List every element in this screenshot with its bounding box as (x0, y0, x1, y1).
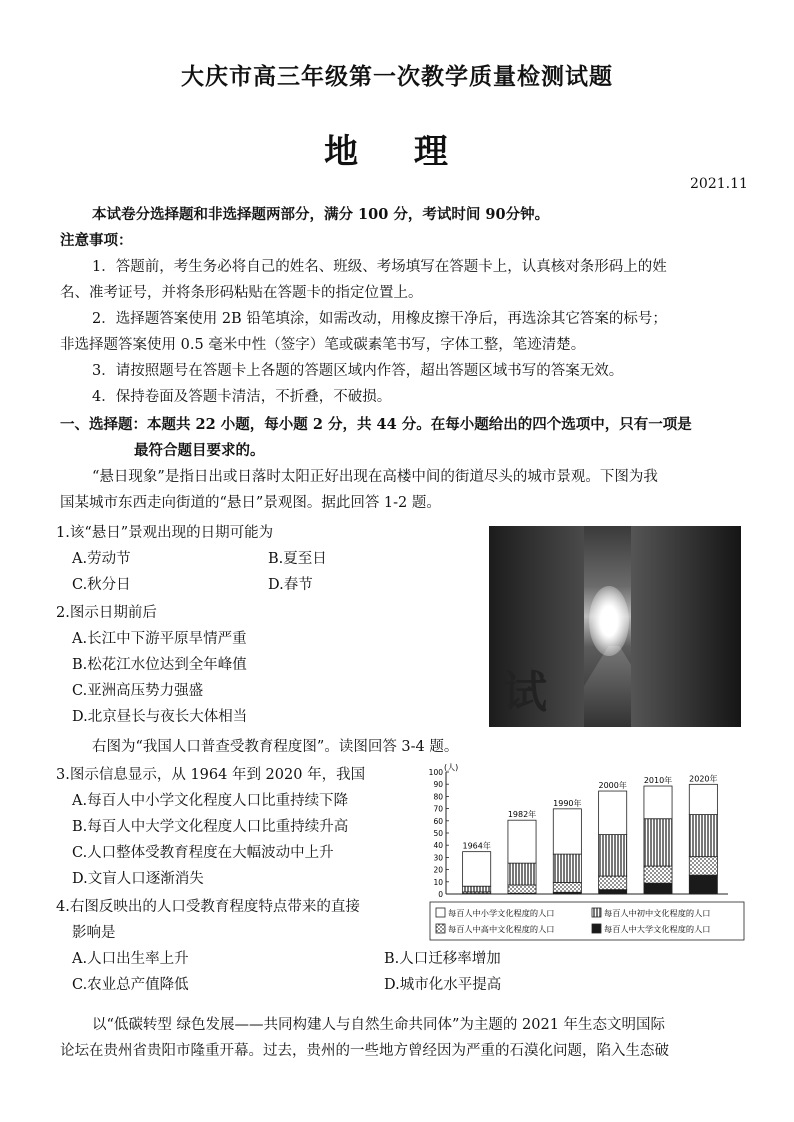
legend-swatch (592, 924, 601, 933)
bar-segment (508, 820, 536, 863)
q3-option-c: C.人口整体受教育程度在大幅波动中上升 (72, 845, 334, 861)
y-tick-label: 30 (433, 853, 443, 863)
bar-segment (599, 876, 627, 890)
bar-segment (599, 791, 627, 835)
question-1-stem: 1.该“悬日”景观出现的日期可能为 (56, 525, 274, 541)
note-line: 3．请按照题号在答题卡上各题的答题区域内作答，超出答题区域书写的答案无效。 (92, 363, 624, 379)
bar-segment (689, 875, 717, 894)
section-heading: 一、选择题：本题共 22 小题，每小题 2 分，共 44 分。在每小题给出的四个选项中，只有一项是 (60, 416, 692, 433)
q2-option-c: C.亚洲高压势力强盛 (72, 683, 204, 699)
q1-option-c: C.秋分日 (72, 577, 131, 593)
y-tick-label: 90 (433, 780, 443, 790)
bar-segment (644, 883, 672, 894)
bar-segment (644, 786, 672, 819)
education-chart (428, 762, 746, 942)
bar-segment (644, 819, 672, 866)
bar-segment (689, 784, 717, 814)
bar-segment (508, 885, 536, 893)
q4-option-d: D.城市化水平提高 (384, 977, 502, 993)
bar-segment (463, 852, 491, 887)
subject-title: 地 理 (324, 132, 470, 172)
y-tick-label: 10 (433, 877, 443, 887)
y-tick-label: 60 (433, 816, 443, 826)
y-tick-label: 0 (438, 890, 443, 899)
notes-title: 注意事项： (60, 232, 133, 249)
legend-swatch (436, 924, 445, 933)
legend-swatch (436, 908, 445, 917)
q4-option-b: B.人口迁移率增加 (384, 951, 501, 967)
question-3-stem: 3.图示信息显示，从 1964 年到 2020 年，我国 (56, 767, 366, 783)
note-line: 非选择题答案使用 0.5 毫米中性（签字）笔或碳素笔书写，字体工整，笔迹清楚。 (60, 337, 586, 353)
y-tick-label: 100 (428, 768, 443, 777)
note-line: 2．选择题答案使用 2B 铅笔填涂，如需改动，用橡皮擦干净后，再选涂其它答案的标号； (92, 311, 667, 327)
question-4-stem-cont: 影响是 (72, 925, 116, 941)
category-label: 2010年 (643, 776, 673, 786)
watermark: 试 (503, 667, 547, 718)
bar-segment (599, 890, 627, 894)
passage-line: 国某城市东西走向街道的“悬日”景观图。据此回答 1-2 题。 (60, 495, 441, 511)
category-label: 1982年 (507, 810, 537, 820)
bar-segment (553, 854, 581, 882)
q2-option-d: D.北京昼长与夜长大体相当 (72, 709, 248, 725)
y-tick-label: 20 (433, 865, 443, 875)
hanging-sun-photo (489, 526, 741, 727)
bar-segment (508, 863, 536, 885)
category-label: 2000年 (598, 781, 627, 791)
bar-segment (689, 857, 717, 875)
bar-segment (644, 866, 672, 883)
bar-segment (553, 809, 581, 854)
category-label: 1964年 (462, 841, 491, 851)
y-tick-label: 80 (433, 792, 443, 802)
passage-line: 以“低碳转型 绿色发展——共同构建人与自然生命共同体”为主题的 2021 年生态文明国际 (92, 1017, 666, 1033)
legend-label: 每百人中高中文化程度的人口 (448, 924, 555, 934)
q3-option-a: A.每百人中小学文化程度人口比重持续下降 (72, 793, 349, 809)
passage-line: 论坛在贵州省贵阳市隆重开幕。过去，贵州的一些地方曾经因为严重的石漠化问题，陷入生态破 (60, 1043, 669, 1059)
section-heading-cont: 最符合题目要求的。 (134, 442, 265, 459)
question-4-stem: 4.右图反映出的人口受教育程度特点带来的直接 (56, 899, 360, 915)
q3-option-b: B.每百人中大学文化程度人口比重持续升高 (72, 819, 349, 835)
bar-segment (463, 886, 491, 892)
sun-glow (589, 586, 629, 656)
q1-option-d: D.春节 (268, 577, 313, 593)
education-chart-svg (428, 762, 746, 942)
q2-option-b: B.松花江水位达到全年峰值 (72, 657, 247, 673)
note-line: 名、准考证号，并将条形码粘贴在答题卡的指定位置上。 (60, 285, 423, 301)
y-tick-label: 50 (433, 829, 443, 838)
legend-label: 每百人中小学文化程度的人口 (448, 908, 555, 918)
note-line: 4．保持卷面及答题卡清洁，不折叠，不破损。 (92, 389, 392, 405)
q2-option-a: A.长江中下游平原旱情严重 (72, 631, 247, 647)
q4-option-a: A.人口出生率上升 (72, 951, 189, 967)
y-axis-label: (人) (444, 763, 459, 772)
bar-segment (599, 835, 627, 876)
bar-segment (689, 815, 717, 857)
exam-date: 2021.11 (690, 176, 748, 192)
q1-option-a: A.劳动节 (72, 551, 131, 567)
bar-segment (553, 883, 581, 893)
q4-option-c: C.农业总产值降低 (72, 977, 189, 993)
legend-label: 每百人中初中文化程度的人口 (604, 908, 711, 918)
legend-swatch (592, 908, 601, 917)
intro-text: 本试卷分选择题和非选择题两部分，满分 100 分，考试时间 90分钟。 (92, 206, 550, 223)
legend-label: 每百人中大学文化程度的人口 (604, 924, 711, 934)
y-tick-label: 70 (433, 804, 443, 814)
q3-option-d: D.文盲人口逐渐消失 (72, 871, 204, 887)
note-line: 1．答题前，考生务必将自己的姓名、班级、考场填写在答题卡上，认真核对条形码上的姓 (92, 259, 667, 275)
question-2-stem: 2.图示日期前后 (56, 605, 157, 621)
q1-option-b: B.夏至日 (268, 551, 327, 567)
y-tick-label: 40 (433, 841, 443, 851)
category-label: 1990年 (553, 798, 582, 808)
exam-title: 大庆市高三年级第一次教学质量检测试题 (181, 63, 613, 90)
passage-line: “悬日现象”是指日出或日落时太阳正好出现在高楼中间的街道尽头的城市景观。下图为我 (92, 469, 658, 485)
passage-line: 右图为“我国人口普查受教育程度图”。读图回答 3-4 题。 (92, 739, 459, 755)
category-label: 2020年 (689, 774, 718, 784)
